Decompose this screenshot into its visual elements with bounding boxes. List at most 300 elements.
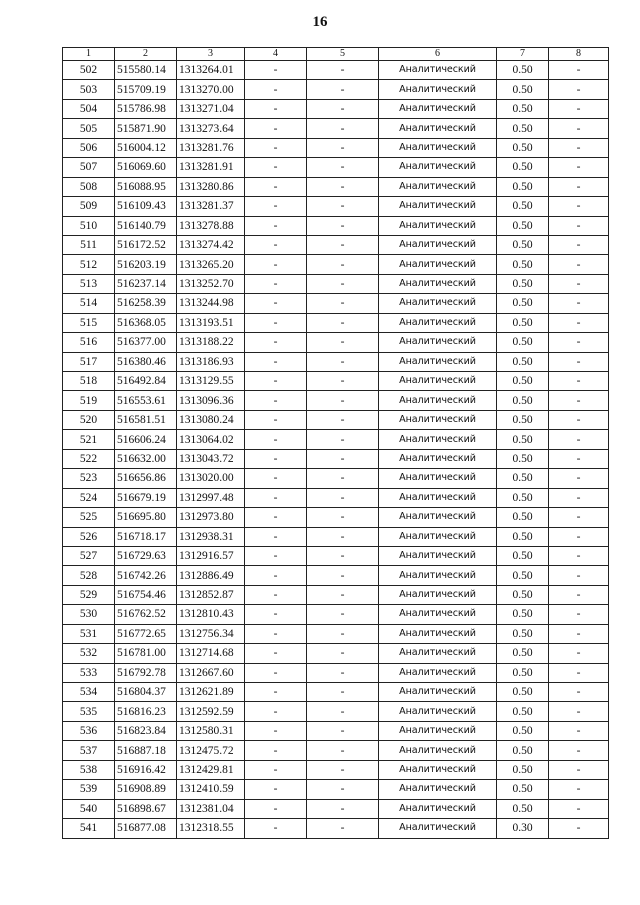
table-row <box>63 760 609 779</box>
column-8-cell: - <box>549 527 609 546</box>
y-coordinate-cell: 1313193.51 <box>177 313 245 332</box>
column-8-cell: - <box>549 702 609 721</box>
column-5-cell: - <box>307 799 379 818</box>
point-number-cell: 503 <box>63 80 115 99</box>
accuracy-cell: 0.50 <box>497 138 549 157</box>
method-cell: Аналитический <box>379 61 497 80</box>
table-row <box>63 702 609 721</box>
method-cell: Аналитический <box>379 819 497 838</box>
y-coordinate-cell: 1313265.20 <box>177 255 245 274</box>
table-row <box>63 469 609 488</box>
table-row <box>63 508 609 527</box>
method-cell: Аналитический <box>379 99 497 118</box>
column-4-cell: - <box>245 274 307 293</box>
column-4-cell: - <box>245 663 307 682</box>
column-4-cell: - <box>245 119 307 138</box>
column-5-cell: - <box>307 721 379 740</box>
table-row <box>63 80 609 99</box>
column-8-cell: - <box>549 410 609 429</box>
accuracy-cell: 0.50 <box>497 294 549 313</box>
method-cell: Аналитический <box>379 508 497 527</box>
method-cell: Аналитический <box>379 158 497 177</box>
accuracy-cell: 0.50 <box>497 663 549 682</box>
accuracy-cell: 0.50 <box>497 177 549 196</box>
x-coordinate-cell: 516606.24 <box>115 430 177 449</box>
table-row <box>63 566 609 585</box>
point-number-cell: 527 <box>63 546 115 565</box>
x-coordinate-cell: 516632.00 <box>115 449 177 468</box>
method-cell: Аналитический <box>379 663 497 682</box>
y-coordinate-cell: 1313270.00 <box>177 80 245 99</box>
y-coordinate-cell: 1313096.36 <box>177 391 245 410</box>
point-number-cell: 505 <box>63 119 115 138</box>
column-4-cell: - <box>245 138 307 157</box>
column-5-cell: - <box>307 488 379 507</box>
table-row <box>63 430 609 449</box>
column-4-cell: - <box>245 372 307 391</box>
table-row <box>63 410 609 429</box>
method-cell: Аналитический <box>379 80 497 99</box>
column-4-cell: - <box>245 508 307 527</box>
x-coordinate-cell: 516172.52 <box>115 235 177 254</box>
table-row <box>63 741 609 760</box>
y-coordinate-cell: 1313280.86 <box>177 177 245 196</box>
x-coordinate-cell: 516877.08 <box>115 819 177 838</box>
column-8-cell: - <box>549 799 609 818</box>
point-number-cell: 526 <box>63 527 115 546</box>
accuracy-cell: 0.50 <box>497 644 549 663</box>
accuracy-cell: 0.50 <box>497 780 549 799</box>
y-coordinate-cell: 1313064.02 <box>177 430 245 449</box>
column-4-cell: - <box>245 760 307 779</box>
accuracy-cell: 0.50 <box>497 760 549 779</box>
method-cell: Аналитический <box>379 799 497 818</box>
table-row <box>63 138 609 157</box>
column-4-cell: - <box>245 430 307 449</box>
x-coordinate-cell: 516088.95 <box>115 177 177 196</box>
x-coordinate-cell: 516754.46 <box>115 585 177 604</box>
accuracy-cell: 0.50 <box>497 527 549 546</box>
y-coordinate-cell: 1313281.37 <box>177 197 245 216</box>
y-coordinate-cell: 1313043.72 <box>177 449 245 468</box>
column-4-cell: - <box>245 197 307 216</box>
point-number-cell: 532 <box>63 644 115 663</box>
method-cell: Аналитический <box>379 294 497 313</box>
column-4-cell: - <box>245 799 307 818</box>
method-cell: Аналитический <box>379 702 497 721</box>
column-8-cell: - <box>549 663 609 682</box>
column-4-cell: - <box>245 294 307 313</box>
point-number-cell: 502 <box>63 61 115 80</box>
point-number-cell: 534 <box>63 683 115 702</box>
column-4-cell: - <box>245 235 307 254</box>
accuracy-cell: 0.50 <box>497 274 549 293</box>
accuracy-cell: 0.50 <box>497 741 549 760</box>
x-coordinate-cell: 516781.00 <box>115 644 177 663</box>
x-coordinate-cell: 516492.84 <box>115 372 177 391</box>
method-cell: Аналитический <box>379 410 497 429</box>
column-8-cell: - <box>549 80 609 99</box>
point-number-cell: 538 <box>63 760 115 779</box>
column-5-cell: - <box>307 235 379 254</box>
column-8-cell: - <box>549 119 609 138</box>
y-coordinate-cell: 1313188.22 <box>177 333 245 352</box>
column-5-cell: - <box>307 508 379 527</box>
column-4-cell: - <box>245 61 307 80</box>
y-coordinate-cell: 1312475.72 <box>177 741 245 760</box>
table-row <box>63 235 609 254</box>
column-4-cell: - <box>245 721 307 740</box>
column-8-cell: - <box>549 585 609 604</box>
header-row <box>63 48 609 61</box>
table-row <box>63 255 609 274</box>
header-cell: 3 <box>177 48 245 61</box>
point-number-cell: 525 <box>63 508 115 527</box>
y-coordinate-cell: 1313080.24 <box>177 410 245 429</box>
column-5-cell: - <box>307 449 379 468</box>
x-coordinate-cell: 516792.78 <box>115 663 177 682</box>
x-coordinate-cell: 515709.19 <box>115 80 177 99</box>
y-coordinate-cell: 1312580.31 <box>177 721 245 740</box>
method-cell: Аналитический <box>379 780 497 799</box>
x-coordinate-cell: 516679.19 <box>115 488 177 507</box>
column-4-cell: - <box>245 352 307 371</box>
column-5-cell: - <box>307 683 379 702</box>
column-8-cell: - <box>549 197 609 216</box>
column-5-cell: - <box>307 255 379 274</box>
point-number-cell: 529 <box>63 585 115 604</box>
column-5-cell: - <box>307 702 379 721</box>
column-8-cell: - <box>549 780 609 799</box>
accuracy-cell: 0.50 <box>497 216 549 235</box>
column-8-cell: - <box>549 624 609 643</box>
accuracy-cell: 0.50 <box>497 585 549 604</box>
column-8-cell: - <box>549 819 609 838</box>
method-cell: Аналитический <box>379 255 497 274</box>
column-5-cell: - <box>307 352 379 371</box>
method-cell: Аналитический <box>379 721 497 740</box>
y-coordinate-cell: 1313264.01 <box>177 61 245 80</box>
method-cell: Аналитический <box>379 566 497 585</box>
point-number-cell: 522 <box>63 449 115 468</box>
method-cell: Аналитический <box>379 177 497 196</box>
column-5-cell: - <box>307 99 379 118</box>
column-8-cell: - <box>549 644 609 663</box>
method-cell: Аналитический <box>379 333 497 352</box>
table-row <box>63 683 609 702</box>
y-coordinate-cell: 1312756.34 <box>177 624 245 643</box>
x-coordinate-cell: 516823.84 <box>115 721 177 740</box>
header-cell: 1 <box>63 48 115 61</box>
column-8-cell: - <box>549 372 609 391</box>
column-4-cell: - <box>245 469 307 488</box>
column-5-cell: - <box>307 391 379 410</box>
column-5-cell: - <box>307 294 379 313</box>
accuracy-cell: 0.50 <box>497 61 549 80</box>
column-8-cell: - <box>549 138 609 157</box>
point-number-cell: 531 <box>63 624 115 643</box>
x-coordinate-cell: 516203.19 <box>115 255 177 274</box>
column-4-cell: - <box>245 527 307 546</box>
column-5-cell: - <box>307 527 379 546</box>
method-cell: Аналитический <box>379 546 497 565</box>
y-coordinate-cell: 1312318.55 <box>177 819 245 838</box>
column-4-cell: - <box>245 391 307 410</box>
method-cell: Аналитический <box>379 216 497 235</box>
accuracy-cell: 0.50 <box>497 449 549 468</box>
column-8-cell: - <box>549 566 609 585</box>
x-coordinate-cell: 516258.39 <box>115 294 177 313</box>
table-row <box>63 313 609 332</box>
column-5-cell: - <box>307 780 379 799</box>
point-number-cell: 504 <box>63 99 115 118</box>
column-5-cell: - <box>307 410 379 429</box>
header-cell: 2 <box>115 48 177 61</box>
column-5-cell: - <box>307 644 379 663</box>
accuracy-cell: 0.50 <box>497 430 549 449</box>
point-number-cell: 511 <box>63 235 115 254</box>
table-row <box>63 391 609 410</box>
method-cell: Аналитический <box>379 488 497 507</box>
column-5-cell: - <box>307 546 379 565</box>
x-coordinate-cell: 516237.14 <box>115 274 177 293</box>
point-number-cell: 530 <box>63 605 115 624</box>
column-4-cell: - <box>245 566 307 585</box>
column-8-cell: - <box>549 177 609 196</box>
x-coordinate-cell: 516140.79 <box>115 216 177 235</box>
x-coordinate-cell: 515786.98 <box>115 99 177 118</box>
column-4-cell: - <box>245 819 307 838</box>
column-8-cell: - <box>549 760 609 779</box>
header-cell: 8 <box>549 48 609 61</box>
column-4-cell: - <box>245 313 307 332</box>
x-coordinate-cell: 516729.63 <box>115 546 177 565</box>
y-coordinate-cell: 1312714.68 <box>177 644 245 663</box>
point-number-cell: 507 <box>63 158 115 177</box>
accuracy-cell: 0.50 <box>497 372 549 391</box>
column-4-cell: - <box>245 546 307 565</box>
accuracy-cell: 0.30 <box>497 819 549 838</box>
method-cell: Аналитический <box>379 683 497 702</box>
column-8-cell: - <box>549 430 609 449</box>
column-4-cell: - <box>245 624 307 643</box>
column-4-cell: - <box>245 644 307 663</box>
column-4-cell: - <box>245 683 307 702</box>
x-coordinate-cell: 516816.23 <box>115 702 177 721</box>
column-5-cell: - <box>307 333 379 352</box>
table-row <box>63 177 609 196</box>
column-8-cell: - <box>549 294 609 313</box>
column-4-cell: - <box>245 158 307 177</box>
column-5-cell: - <box>307 430 379 449</box>
point-number-cell: 540 <box>63 799 115 818</box>
column-8-cell: - <box>549 235 609 254</box>
accuracy-cell: 0.50 <box>497 158 549 177</box>
x-coordinate-cell: 516718.17 <box>115 527 177 546</box>
point-number-cell: 519 <box>63 391 115 410</box>
x-coordinate-cell: 516916.42 <box>115 760 177 779</box>
table-row <box>63 605 609 624</box>
page-number: 16 <box>312 14 328 30</box>
x-coordinate-cell: 516368.05 <box>115 313 177 332</box>
point-number-cell: 524 <box>63 488 115 507</box>
accuracy-cell: 0.50 <box>497 197 549 216</box>
point-number-cell: 508 <box>63 177 115 196</box>
accuracy-cell: 0.50 <box>497 605 549 624</box>
column-8-cell: - <box>549 449 609 468</box>
method-cell: Аналитический <box>379 430 497 449</box>
y-coordinate-cell: 1313281.76 <box>177 138 245 157</box>
x-coordinate-cell: 516772.65 <box>115 624 177 643</box>
column-8-cell: - <box>549 741 609 760</box>
column-8-cell: - <box>549 469 609 488</box>
table-row <box>63 663 609 682</box>
column-8-cell: - <box>549 255 609 274</box>
point-number-cell: 517 <box>63 352 115 371</box>
column-5-cell: - <box>307 469 379 488</box>
point-number-cell: 510 <box>63 216 115 235</box>
accuracy-cell: 0.50 <box>497 566 549 585</box>
point-number-cell: 515 <box>63 313 115 332</box>
column-4-cell: - <box>245 333 307 352</box>
y-coordinate-cell: 1312997.48 <box>177 488 245 507</box>
column-8-cell: - <box>549 274 609 293</box>
column-4-cell: - <box>245 780 307 799</box>
y-coordinate-cell: 1313273.64 <box>177 119 245 138</box>
y-coordinate-cell: 1313278.88 <box>177 216 245 235</box>
table-row <box>63 585 609 604</box>
y-coordinate-cell: 1312973.80 <box>177 508 245 527</box>
x-coordinate-cell: 516804.37 <box>115 683 177 702</box>
point-number-cell: 537 <box>63 741 115 760</box>
table-row <box>63 819 609 838</box>
column-5-cell: - <box>307 819 379 838</box>
y-coordinate-cell: 1313281.91 <box>177 158 245 177</box>
column-5-cell: - <box>307 760 379 779</box>
table-row <box>63 488 609 507</box>
table-row <box>63 197 609 216</box>
method-cell: Аналитический <box>379 119 497 138</box>
x-coordinate-cell: 516887.18 <box>115 741 177 760</box>
method-cell: Аналитический <box>379 449 497 468</box>
method-cell: Аналитический <box>379 644 497 663</box>
method-cell: Аналитический <box>379 527 497 546</box>
table-row <box>63 216 609 235</box>
y-coordinate-cell: 1312916.57 <box>177 546 245 565</box>
point-number-cell: 539 <box>63 780 115 799</box>
y-coordinate-cell: 1313252.70 <box>177 274 245 293</box>
table-row <box>63 352 609 371</box>
column-5-cell: - <box>307 605 379 624</box>
accuracy-cell: 0.50 <box>497 469 549 488</box>
y-coordinate-cell: 1312410.59 <box>177 780 245 799</box>
table-row <box>63 780 609 799</box>
x-coordinate-cell: 516742.26 <box>115 566 177 585</box>
column-4-cell: - <box>245 585 307 604</box>
x-coordinate-cell: 516898.67 <box>115 799 177 818</box>
y-coordinate-cell: 1313186.93 <box>177 352 245 371</box>
accuracy-cell: 0.50 <box>497 624 549 643</box>
column-5-cell: - <box>307 585 379 604</box>
y-coordinate-cell: 1313271.04 <box>177 99 245 118</box>
x-coordinate-cell: 515871.90 <box>115 119 177 138</box>
table-row <box>63 333 609 352</box>
accuracy-cell: 0.50 <box>497 410 549 429</box>
column-8-cell: - <box>549 391 609 410</box>
point-number-cell: 528 <box>63 566 115 585</box>
method-cell: Аналитический <box>379 352 497 371</box>
y-coordinate-cell: 1313244.98 <box>177 294 245 313</box>
point-number-cell: 520 <box>63 410 115 429</box>
column-5-cell: - <box>307 197 379 216</box>
point-number-cell: 535 <box>63 702 115 721</box>
point-number-cell: 514 <box>63 294 115 313</box>
x-coordinate-cell: 516109.43 <box>115 197 177 216</box>
accuracy-cell: 0.50 <box>497 391 549 410</box>
column-4-cell: - <box>245 410 307 429</box>
point-number-cell: 506 <box>63 138 115 157</box>
y-coordinate-cell: 1312381.04 <box>177 799 245 818</box>
header-cell: 5 <box>307 48 379 61</box>
table-row <box>63 644 609 663</box>
column-4-cell: - <box>245 216 307 235</box>
column-5-cell: - <box>307 158 379 177</box>
accuracy-cell: 0.50 <box>497 80 549 99</box>
y-coordinate-cell: 1313020.00 <box>177 469 245 488</box>
accuracy-cell: 0.50 <box>497 352 549 371</box>
column-5-cell: - <box>307 624 379 643</box>
method-cell: Аналитический <box>379 391 497 410</box>
column-5-cell: - <box>307 216 379 235</box>
y-coordinate-cell: 1312886.49 <box>177 566 245 585</box>
point-number-cell: 518 <box>63 372 115 391</box>
accuracy-cell: 0.50 <box>497 333 549 352</box>
point-number-cell: 523 <box>63 469 115 488</box>
column-8-cell: - <box>549 605 609 624</box>
method-cell: Аналитический <box>379 138 497 157</box>
point-number-cell: 513 <box>63 274 115 293</box>
column-4-cell: - <box>245 177 307 196</box>
table-row <box>63 99 609 118</box>
column-5-cell: - <box>307 274 379 293</box>
method-cell: Аналитический <box>379 585 497 604</box>
method-cell: Аналитический <box>379 197 497 216</box>
column-8-cell: - <box>549 508 609 527</box>
y-coordinate-cell: 1312852.87 <box>177 585 245 604</box>
point-number-cell: 516 <box>63 333 115 352</box>
y-coordinate-cell: 1312938.31 <box>177 527 245 546</box>
column-4-cell: - <box>245 605 307 624</box>
column-5-cell: - <box>307 566 379 585</box>
column-5-cell: - <box>307 663 379 682</box>
column-5-cell: - <box>307 741 379 760</box>
y-coordinate-cell: 1312621.89 <box>177 683 245 702</box>
accuracy-cell: 0.50 <box>497 255 549 274</box>
table-row <box>63 158 609 177</box>
column-5-cell: - <box>307 80 379 99</box>
table-row <box>63 449 609 468</box>
column-8-cell: - <box>549 313 609 332</box>
x-coordinate-cell: 516380.46 <box>115 352 177 371</box>
coordinates-table <box>62 47 609 839</box>
column-8-cell: - <box>549 216 609 235</box>
column-8-cell: - <box>549 61 609 80</box>
method-cell: Аналитический <box>379 274 497 293</box>
point-number-cell: 521 <box>63 430 115 449</box>
column-8-cell: - <box>549 352 609 371</box>
point-number-cell: 541 <box>63 819 115 838</box>
table-row <box>63 624 609 643</box>
